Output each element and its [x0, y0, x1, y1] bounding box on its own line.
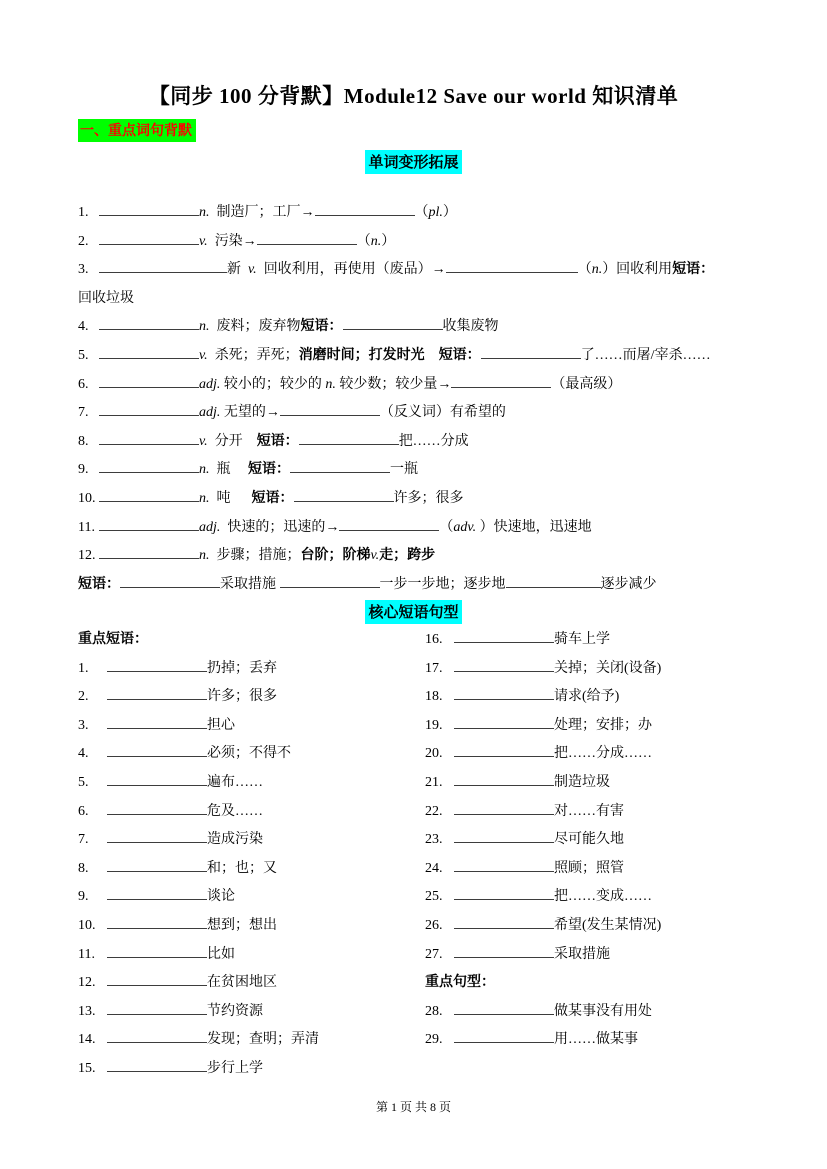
item-number: 10. [78, 490, 96, 506]
item-number: 28. [425, 1003, 443, 1019]
page-footer: 第 1 页 共 8 页 [375, 1100, 451, 1114]
item-number: 12. [78, 975, 96, 991]
pos-label: v. [248, 262, 257, 278]
word-item-row [78, 514, 772, 543]
phrase-row [78, 855, 425, 884]
item-number: 26. [425, 917, 443, 933]
item-text: 无望的→ [220, 405, 280, 421]
blank-line [454, 829, 554, 843]
blank-line [99, 345, 199, 359]
pos-label: n. [199, 548, 210, 564]
phrase-row [78, 883, 425, 912]
pos-label: v. [199, 433, 208, 449]
phrase-row [78, 912, 425, 941]
item-number: 5. [78, 774, 89, 790]
word-item-row [78, 399, 772, 428]
item-number: 22. [425, 803, 443, 819]
blank-line [454, 886, 554, 900]
pos-label: v. [370, 548, 380, 564]
blank-line [454, 915, 554, 929]
pos-label: n. [591, 262, 603, 278]
word-item-row [78, 485, 772, 514]
item-text: 采取措施 [220, 576, 280, 592]
blank-line [107, 829, 207, 843]
phrase-row [78, 1055, 425, 1084]
item-number: 4. [78, 746, 89, 762]
item-number: 7. [78, 405, 89, 421]
phrase-row [78, 683, 425, 712]
phrase-text: 想到；想出 [207, 917, 277, 933]
phrase-row [425, 855, 772, 884]
pos-label: n. [370, 233, 382, 249]
blank-line [99, 488, 199, 502]
subheader-word-transform: 单词变形拓展 [365, 150, 461, 174]
blank-line [506, 574, 601, 588]
blank-line [99, 545, 199, 559]
phrase-group-header [425, 969, 772, 998]
phrase-text: 遍布…… [207, 774, 263, 790]
word-list [78, 199, 772, 599]
phrase-row [78, 969, 425, 998]
item-number: 8. [78, 860, 89, 876]
subheader-core-phrases-wrap [0, 600, 827, 624]
blank-line [99, 259, 227, 273]
item-number: 19. [425, 717, 443, 733]
blank-line [343, 316, 443, 330]
blank-line [99, 431, 199, 445]
phrase-row [425, 883, 772, 912]
blank-line [99, 316, 199, 330]
blank-line [454, 686, 554, 700]
phrase-row [425, 769, 772, 798]
blank-line [99, 402, 199, 416]
emphasis-text: 短语： [256, 433, 299, 449]
pos-label: v. [199, 347, 208, 363]
blank-line [451, 374, 551, 388]
blank-line [99, 374, 199, 388]
item-number: 29. [425, 1032, 443, 1048]
blank-line [280, 574, 380, 588]
item-number: 3. [78, 717, 89, 733]
item-number: 20. [425, 746, 443, 762]
pos-label: v. [199, 233, 208, 249]
item-text: 一瓶 [390, 462, 418, 478]
section-heading: 一、重点词句背默 [78, 119, 196, 142]
blank-line [99, 459, 199, 473]
item-text: 废料；废弃物 [209, 319, 301, 335]
pos-label: n. [199, 462, 210, 478]
item-number: 2. [78, 689, 89, 705]
blank-line [454, 801, 554, 815]
pos-label: n. [199, 205, 210, 220]
emphasis-text: 消磨时间；打发时光 [298, 347, 425, 363]
page-title: 【同步 100 分背默】Module12 Save our world 知识清单 [148, 84, 679, 108]
item-number: 17. [425, 660, 443, 676]
item-text: 回收利用，再使用（废品）→ [256, 262, 446, 278]
phrase-group-header [78, 626, 425, 655]
blank-line [107, 886, 207, 900]
item-text: 快速的；迅速的→ [220, 519, 340, 535]
item-number: 8. [78, 433, 89, 449]
phrase-column-right [425, 626, 772, 1084]
emphasis-text: 短语： [672, 262, 715, 278]
item-text: （反义词）有希望的 [379, 405, 506, 421]
phrase-row [78, 740, 425, 769]
item-text: （最高级） [551, 376, 622, 392]
phrase-text: 步行上学 [207, 1060, 263, 1076]
item-number: 13. [78, 1003, 96, 1019]
blank-line [290, 459, 390, 473]
phrase-row [425, 683, 772, 712]
item-number: 6. [78, 803, 89, 819]
word-item-row [78, 456, 772, 485]
item-number: 25. [425, 889, 443, 905]
item-number: 23. [425, 832, 443, 848]
item-number: 6. [78, 376, 89, 392]
item-text: 污染→ [207, 233, 257, 249]
blank-line [107, 715, 207, 729]
blank-line [107, 743, 207, 757]
blank-line [99, 202, 199, 216]
pos-label: n. [325, 376, 336, 392]
phrase-row [425, 998, 772, 1027]
phrase-text: 对……有害 [554, 803, 624, 819]
phrase-text: 扔掉；丢弃 [207, 660, 277, 676]
phrase-row [78, 941, 425, 970]
phrase-text: 把……分成…… [554, 746, 652, 762]
blank-line [446, 259, 578, 273]
item-text: 吨 [209, 490, 252, 506]
item-text: （ [439, 519, 454, 535]
phrase-text: 危及…… [207, 803, 263, 819]
item-text: 逐步减少 [600, 576, 657, 592]
phrase-row [425, 798, 772, 827]
item-text: 许多；很多 [393, 490, 464, 506]
blank-line [107, 658, 207, 672]
phrase-text: 比如 [207, 946, 235, 962]
item-text: 把……分成 [398, 433, 469, 449]
phrase-row [78, 998, 425, 1027]
item-number: 12. [78, 548, 96, 564]
pos-label: adj. [199, 376, 221, 392]
phrase-text: 发现；查明；弄清 [207, 1032, 319, 1048]
phrase-row [425, 655, 772, 684]
emphasis-text: 走；跨步 [379, 548, 436, 564]
blank-line [339, 517, 439, 531]
blank-line [294, 488, 394, 502]
phrase-text: 制造垃圾 [554, 774, 610, 790]
blank-line [99, 231, 199, 245]
emphasis-text: 短语： [248, 462, 290, 478]
blank-line [454, 629, 554, 643]
item-text: 较小的；较少的 [220, 376, 326, 392]
phrase-text: 许多；很多 [207, 689, 277, 705]
item-number: 21. [425, 774, 443, 790]
blank-line [454, 772, 554, 786]
item-number: 7. [78, 832, 89, 848]
item-text: （ [414, 205, 429, 220]
blank-line [107, 972, 207, 986]
phrase-text: 节约资源 [207, 1003, 263, 1019]
item-number: 16. [425, 632, 443, 647]
item-text: 较少数；较少量→ [335, 376, 452, 392]
item-text: ）回收利用 [602, 262, 673, 278]
word-item-row [78, 571, 772, 600]
item-number: 9. [78, 462, 89, 478]
phrase-text: 担心 [207, 717, 235, 733]
phrase-text: 和；也；又 [207, 860, 277, 876]
phrase-row [425, 826, 772, 855]
item-text: 一步一步地；逐步地 [379, 576, 506, 592]
item-text: 回收垃圾 [78, 290, 134, 306]
blank-line [107, 858, 207, 872]
blank-line [120, 574, 220, 588]
group-header-text: 重点短语： [78, 632, 148, 647]
blank-line [107, 1058, 207, 1072]
phrase-text: 在贫困地区 [207, 975, 277, 991]
blank-line [454, 944, 554, 958]
blank-line [107, 944, 207, 958]
phrase-text: 照顾；照管 [554, 860, 624, 876]
phrase-row [78, 655, 425, 684]
phrase-text: 采取措施 [554, 946, 610, 962]
group-header-text: 重点句型： [425, 975, 495, 991]
item-number: 27. [425, 946, 443, 962]
phrase-text: 关掉；关闭(设备) [554, 660, 662, 676]
item-text: ）快速地，迅速地 [476, 519, 592, 535]
blank-line [454, 658, 554, 672]
item-text: 杀死；弄死； [207, 347, 299, 363]
item-text: ） [442, 205, 457, 220]
pos-label: n. [199, 319, 210, 335]
phrase-text: 用……做某事 [554, 1032, 638, 1048]
phrase-text: 做某事没有用处 [554, 1003, 652, 1019]
phrase-text: 必须；不得不 [207, 746, 291, 762]
phrase-row [425, 1026, 772, 1055]
word-item-row [78, 228, 772, 257]
item-number: 24. [425, 860, 443, 876]
word-item-row [78, 428, 772, 457]
emphasis-text: 台阶；阶梯 [300, 548, 371, 564]
item-text: ） [381, 233, 396, 249]
item-text: 新 [227, 262, 248, 278]
subheader-core-phrases: 核心短语句型 [365, 600, 461, 624]
item-text: （ [356, 233, 371, 249]
item-text: 瓶 [209, 462, 248, 478]
phrase-row [425, 941, 772, 970]
phrase-row [78, 798, 425, 827]
phrase-text: 请求(给予) [554, 689, 620, 705]
phrase-text: 谈论 [207, 889, 235, 905]
phrase-row [425, 740, 772, 769]
blank-line [454, 1001, 554, 1015]
phrase-row [425, 626, 772, 655]
blank-line [107, 1001, 207, 1015]
phrase-row [78, 712, 425, 741]
item-number: 9. [78, 889, 89, 905]
blank-line [107, 686, 207, 700]
word-item-row [78, 256, 772, 285]
phrase-row [78, 826, 425, 855]
phrase-text: 尽可能久地 [554, 832, 624, 848]
blank-line [107, 772, 207, 786]
blank-line [454, 715, 554, 729]
blank-line [280, 402, 380, 416]
word-item-row [78, 342, 772, 371]
item-text: 了……而屠/宰杀…… [580, 347, 711, 363]
item-number: 5. [78, 347, 89, 363]
emphasis-text: 短语： [438, 347, 481, 363]
phrase-row [78, 1026, 425, 1055]
emphasis-text: 短语： [78, 576, 120, 592]
phrase-text: 处理；安排；办 [554, 717, 652, 733]
blank-line [107, 915, 207, 929]
phrase-row [425, 912, 772, 941]
blank-line [454, 858, 554, 872]
phrase-column-left [78, 626, 425, 1084]
item-number: 3. [78, 262, 89, 278]
phrase-row [425, 712, 772, 741]
item-text: （ [577, 262, 592, 278]
item-number: 18. [425, 689, 443, 705]
item-number: 11. [78, 519, 95, 535]
word-item-row [78, 542, 772, 571]
blank-line [481, 345, 581, 359]
item-number: 10. [78, 917, 96, 933]
phrase-text: 希望(发生某情况) [554, 917, 662, 933]
blank-line [107, 1029, 207, 1043]
item-number: 2. [78, 233, 89, 249]
item-number: 4. [78, 319, 89, 335]
subheader-word-transform-wrap [0, 150, 827, 174]
blank-line [99, 517, 199, 531]
item-text: 制造厂；工厂→ [209, 205, 315, 220]
phrase-text: 骑车上学 [554, 632, 610, 647]
blank-line [454, 743, 554, 757]
item-number: 14. [78, 1032, 96, 1048]
blank-line [315, 202, 415, 216]
item-number: 1. [78, 660, 89, 676]
phrase-row [78, 769, 425, 798]
emphasis-text: 短语： [300, 319, 343, 335]
blank-line [107, 801, 207, 815]
pos-label: adj. [199, 519, 221, 535]
phrase-area [78, 626, 772, 1084]
item-number: 11. [78, 946, 95, 962]
phrase-text: 把……变成…… [554, 889, 652, 905]
item-text: 收集废物 [442, 319, 499, 335]
item-text: 分开 [207, 433, 257, 449]
blank-line [454, 1029, 554, 1043]
emphasis-text: 短语： [251, 490, 294, 506]
pos-label: adv. [453, 519, 477, 535]
pos-label: pl. [428, 205, 443, 220]
item-number: 15. [78, 1060, 96, 1076]
item-text: 步骤；措施； [209, 548, 301, 564]
word-item-row [78, 313, 772, 342]
phrase-text: 造成污染 [207, 832, 263, 848]
word-item-row [78, 285, 772, 314]
pos-label: adj. [199, 405, 221, 421]
word-item-row [78, 371, 772, 400]
item-text [425, 348, 439, 363]
word-item-row [78, 199, 772, 228]
blank-line [299, 431, 399, 445]
pos-label: n. [199, 490, 210, 506]
blank-line [257, 231, 357, 245]
item-number: 1. [78, 205, 89, 220]
section-heading-wrap [78, 119, 196, 142]
